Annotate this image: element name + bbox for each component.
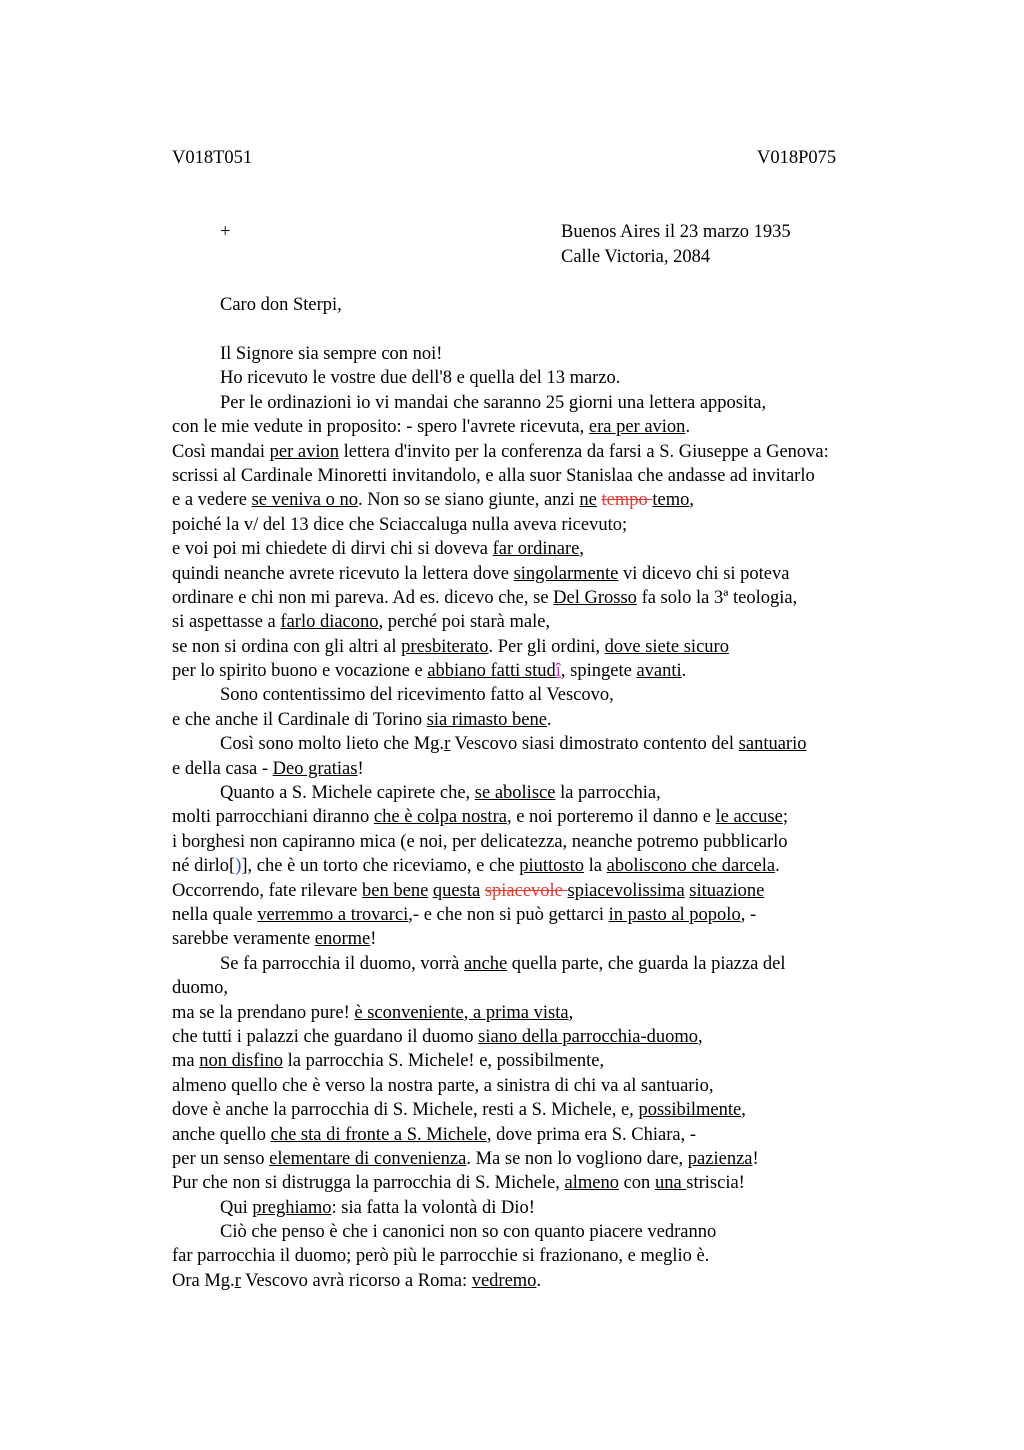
underlined-text: questa (432, 880, 481, 901)
letter-line (172, 976, 892, 1000)
text-segment: Così sono molto lieto che Mg. (220, 734, 445, 755)
text-segment: con (618, 1173, 655, 1194)
underlined-text: è sconveniente, a prima vista (354, 1002, 569, 1023)
dateline (561, 220, 791, 269)
underlined-text: almeno (564, 1173, 619, 1194)
underlined-text: farlo diacono (280, 612, 379, 633)
underlined-text: enorme (314, 929, 371, 950)
text-segment: e della casa - (172, 758, 273, 779)
text-segment: Vescovo siasi dimostrato contento del (450, 734, 739, 755)
letter-line (172, 464, 892, 488)
letter-line (172, 1220, 892, 1244)
text-segment: si aspettasse a (172, 612, 281, 633)
letter-line (172, 683, 892, 707)
text-segment: ,- e che non si può gettarci (408, 904, 609, 925)
document-code-left: V018T051 (172, 148, 253, 168)
text-segment: ma se la prendano pure! (172, 1002, 355, 1023)
underlined-text: spiacevolissima (567, 880, 685, 901)
text-segment: , (568, 1002, 574, 1023)
document-code-right: V018P075 (757, 148, 837, 168)
text-segment: . (546, 709, 552, 730)
cross-symbol: + (220, 222, 231, 242)
letter-line (172, 366, 892, 390)
text-segment: vi dicevo chi si poteva (618, 563, 790, 584)
underlined-text: presbiterato (401, 636, 489, 657)
underlined-text: dove siete sicuro (604, 636, 729, 657)
underlined-text: far ordinare (492, 539, 580, 560)
letter-line (172, 1269, 892, 1293)
underlined-text: piuttosto (519, 856, 585, 877)
text-segment: , (689, 490, 694, 511)
text-segment: duomo, (172, 978, 229, 999)
letter-line (172, 1123, 892, 1147)
text-segment: , e noi porteremo il danno e (506, 807, 716, 828)
text-segment: striscia! (686, 1173, 745, 1194)
text-segment: quella parte, che guarda la piazza del (507, 953, 786, 974)
underlined-text: verremmo a trovarci (257, 904, 409, 925)
text-segment: fa solo la 3ª teologia, (636, 587, 798, 608)
letter-line (172, 1001, 892, 1025)
text-segment: : sia fatta la volontà di Dio! (331, 1197, 535, 1218)
letter-line (172, 1074, 892, 1098)
text-segment: Ora Mg. (172, 1270, 235, 1291)
text-segment: . Non so se siano giunte, anzi (357, 490, 580, 511)
letter-line (172, 1244, 892, 1268)
letter-body (172, 342, 892, 1293)
underlined-text: se veniva o no (251, 490, 358, 511)
letter-line (172, 927, 892, 951)
underlined-text: singolarmente (513, 563, 619, 584)
text-segment: poiché la v/ del 13 dice che Sciaccaluga nulla aveva ricevuto; (172, 514, 628, 535)
text-segment: dove è anche la parrocchia di S. Michele, resti a S. Michele, e, (172, 1100, 639, 1121)
text-segment: Il Signore sia sempre con noi! (220, 344, 443, 364)
text-segment: la parrocchia S. Michele! e, possibilmente, (283, 1051, 605, 1072)
text-segment: Quanto a S. Michele capirete che, (220, 783, 475, 804)
letter-line (172, 1171, 892, 1195)
text-segment: nella quale (172, 904, 258, 925)
letter-line (172, 440, 892, 464)
address: Calle Victoria, 2084 (561, 246, 711, 267)
underlined-text: r (234, 1270, 241, 1291)
underlined-text: anche (464, 953, 508, 974)
text-segment: i borghesi non capiranno mica (e noi, per delicatezza, neanche potremo pubblicarlo (172, 831, 788, 852)
underlined-text: santuario (738, 734, 807, 755)
letter-line (172, 635, 892, 659)
text-segment: anche quello (172, 1124, 271, 1145)
underlined-text: ben bene (362, 880, 429, 901)
letter-line (172, 708, 892, 732)
text-segment: e a vedere (172, 490, 252, 511)
text-segment: Per le ordinazioni io vi mandai che saranno 25 giorni una lettera apposita, (220, 392, 767, 413)
underlined-text: aboliscono che darcela (606, 856, 776, 877)
text-segment: che tutti i palazzi che guardano il duomo (172, 1026, 479, 1047)
letter-line (172, 391, 892, 415)
underlined-text: avanti (636, 661, 682, 682)
underlined-text: se abolisce (474, 783, 556, 804)
letter-line (172, 781, 892, 805)
letter-line (172, 903, 892, 927)
underlined-text: r (444, 734, 451, 755)
text-segment: con le mie vedute in proposito: - spero l'avrete ricevuta, (172, 417, 589, 438)
letter-line (172, 879, 892, 903)
text-segment: Occorrendo, fate rilevare (172, 880, 363, 901)
letter-line (172, 415, 892, 439)
text-segment: . (681, 661, 687, 682)
letter-line (172, 732, 892, 756)
underlined-text: vedremo (471, 1270, 537, 1291)
underlined-text: possibilmente (638, 1100, 742, 1121)
text-segment: Sono contentissimo del ricevimento fatto al Vescovo, (220, 685, 614, 706)
underlined-text: situazione (689, 880, 765, 901)
text-segment: . (685, 417, 691, 438)
inserted-text: ) (235, 856, 242, 877)
underlined-text: abbiano fatti stud (427, 661, 556, 682)
letter-line (172, 586, 892, 610)
text-segment: scrissi al Cardinale Minoretti invitandolo, e alla suor Stanislaa che andasse ad invitarlo (172, 465, 815, 486)
underlined-text: ne (579, 490, 597, 511)
deleted-text: spiacevole (484, 880, 568, 901)
letter-line (172, 562, 892, 586)
underlined-text: non disfino (199, 1051, 283, 1072)
text-segment: , (741, 1100, 746, 1121)
text-segment: Qui (220, 1197, 253, 1218)
text-segment: ! (370, 929, 377, 950)
text-segment: ordinare e chi non mi pareva. Ad es. dicevo che, se (172, 587, 554, 608)
text-segment: , spingete (560, 661, 637, 682)
text-segment: , perché poi starà male, (378, 612, 551, 633)
text-segment: per lo spirito buono e vocazione e (172, 661, 428, 682)
text-segment: Se fa parrocchia il duomo, vorrà (220, 953, 465, 974)
text-segment: . Per gli ordini, (488, 636, 605, 657)
underlined-text: in pasto al popolo (608, 904, 741, 925)
place-date: Buenos Aires il 23 marzo 1935 (561, 222, 791, 242)
text-segment: Ciò che penso è che i canonici non so con quanto piacere vedranno (220, 1222, 717, 1243)
text-segment: ! (357, 758, 364, 779)
letter-line (172, 659, 892, 683)
salutation: Caro don Sterpi, (220, 295, 342, 315)
text-segment: ], che è un torto che riceviamo, e che (241, 856, 520, 877)
text-segment: Pur che non si distrugga la parrocchia di S. Michele, (172, 1173, 565, 1194)
text-segment: la (584, 856, 607, 877)
text-segment: Così mandai (172, 441, 270, 462)
letter-line (172, 488, 892, 512)
underlined-text: pazienza (687, 1148, 753, 1169)
letter-line (172, 757, 892, 781)
underlined-text: che è colpa nostra (373, 807, 507, 828)
underlined-text: sia rimasto bene (426, 709, 547, 730)
underlined-text: elementare di convenienza (269, 1148, 467, 1169)
text-segment: almeno quello che è verso la nostra parte, a sinistra di chi va al santuario, (172, 1075, 714, 1096)
text-segment: ma (172, 1051, 200, 1072)
inserted-text: î (555, 661, 561, 682)
text-segment: ; (782, 807, 788, 828)
text-segment: per un senso (172, 1148, 270, 1169)
letter-line (172, 1196, 892, 1220)
underlined-text: per avion (269, 441, 339, 462)
letter-line (172, 1147, 892, 1171)
text-segment: , - (740, 904, 757, 925)
letter-line (172, 610, 892, 634)
underlined-text: Deo gratias (272, 758, 358, 779)
text-segment: la parrocchia, (555, 783, 661, 804)
text-segment: , (698, 1026, 703, 1047)
underlined-text: temo (652, 490, 690, 511)
letter-line (172, 854, 892, 878)
text-segment: . Ma se non lo vogliono dare, (466, 1148, 688, 1169)
letter-line (172, 537, 892, 561)
text-segment: sarebbe veramente (172, 929, 315, 950)
text-segment: quindi neanche avrete ricevuto la lettera dove (172, 563, 514, 584)
text-segment: né dirlo[ (172, 856, 236, 877)
underlined-text: Del Grosso (553, 587, 637, 608)
letter-line (172, 342, 892, 366)
text-segment: , (579, 539, 585, 560)
underlined-text: le accuse (715, 807, 783, 828)
underlined-text: era per avion (588, 417, 686, 438)
text-segment: e voi poi mi chiedete di dirvi chi si doveva (172, 539, 493, 560)
text-segment: se non si ordina con gli altri al (172, 636, 402, 657)
text-segment: molti parrocchiani diranno (172, 807, 374, 828)
text-segment: lettera d'invito per la conferenza da farsi a S. Giuseppe a Genova: (339, 441, 829, 462)
underlined-text: una (654, 1173, 687, 1194)
text-segment: far parrocchia il duomo; però più le parrocchie si frazionano, e meglio è. (172, 1246, 710, 1267)
text-segment: . (536, 1270, 542, 1291)
letter-line (172, 805, 892, 829)
letter-line (172, 830, 892, 854)
letter-line (172, 1049, 892, 1073)
letter-line (172, 1025, 892, 1049)
letter-line (172, 1098, 892, 1122)
deleted-text: tempo (601, 490, 653, 511)
text-segment: e che anche il Cardinale di Torino (172, 709, 427, 730)
underlined-text: che sta di fronte a S. Michele (270, 1124, 487, 1145)
underlined-text: siano della parrocchia-duomo (478, 1026, 699, 1047)
underlined-text: preghiamo (252, 1197, 332, 1218)
letter-line (172, 952, 892, 976)
text-segment: ! (752, 1148, 759, 1169)
text-segment: . (775, 856, 780, 877)
letter-line (172, 513, 892, 537)
text-segment: , dove prima era S. Chiara, - (486, 1124, 696, 1145)
text-segment: Vescovo avrà ricorso a Roma: (240, 1270, 472, 1291)
text-segment: Ho ricevuto le vostre due dell'8 e quella del 13 marzo. (220, 368, 621, 389)
